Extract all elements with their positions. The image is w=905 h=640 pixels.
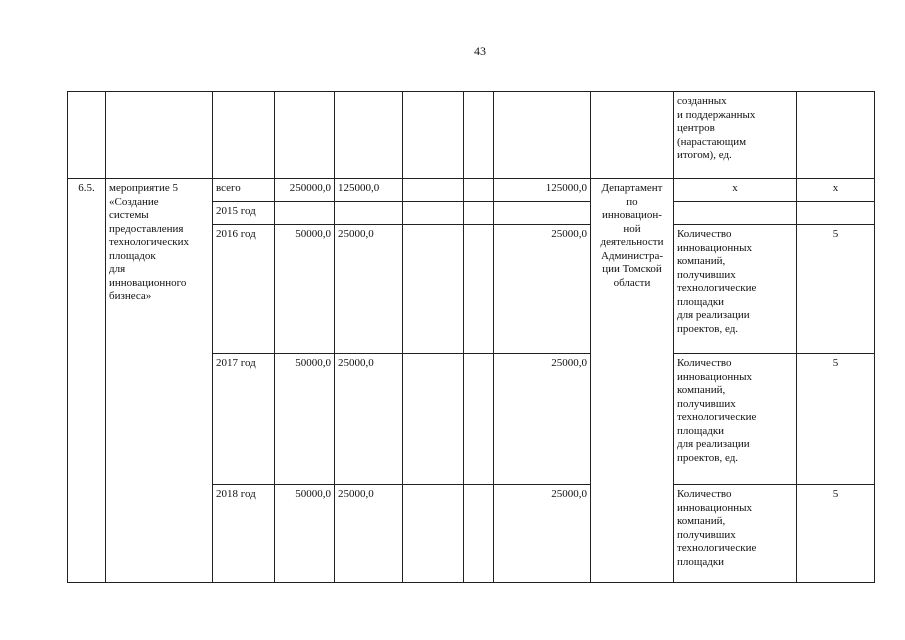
item-name: мероприятие 5 «Создание системы предоставления технологических площадок для инновационного бизнеса» bbox=[106, 179, 213, 583]
cell-empty bbox=[403, 485, 464, 583]
federal-cell bbox=[335, 202, 403, 225]
total-cell: 50000,0 bbox=[275, 354, 335, 485]
period-cell: 2015 год bbox=[213, 202, 275, 225]
program-table bbox=[67, 91, 875, 583]
cell-empty bbox=[464, 354, 494, 485]
period-cell: 2017 год bbox=[213, 354, 275, 485]
indicator-cell: Количество инновационных компаний, получивших технологические площадки для реализации проектов, ед. bbox=[674, 354, 797, 485]
indicator-cell bbox=[674, 202, 797, 225]
item-number: 6.5. bbox=[68, 179, 106, 583]
total-cell: 50000,0 bbox=[275, 225, 335, 354]
federal-cell: 25000,0 bbox=[335, 354, 403, 485]
cell-empty bbox=[213, 92, 275, 179]
cell-empty bbox=[464, 92, 494, 179]
period-cell: всего bbox=[213, 179, 275, 202]
regional-cell: 25000,0 bbox=[494, 225, 591, 354]
indicator-cell: Количество инновационных компаний, получивших технологические площадки bbox=[674, 485, 797, 583]
value-cell: х bbox=[797, 179, 875, 202]
cell-empty bbox=[403, 202, 464, 225]
indicator-cell: х bbox=[674, 179, 797, 202]
value-cell: 5 bbox=[797, 354, 875, 485]
cell-empty bbox=[591, 92, 674, 179]
cell-empty bbox=[403, 179, 464, 202]
cell-empty bbox=[68, 92, 106, 179]
total-cell: 250000,0 bbox=[275, 179, 335, 202]
total-cell bbox=[275, 202, 335, 225]
federal-cell: 125000,0 bbox=[335, 179, 403, 202]
executor-cell: Департамент по инновацион- ной деятельности Администра- ции Томской области bbox=[591, 179, 674, 583]
cell-empty bbox=[797, 92, 875, 179]
regional-cell: 25000,0 bbox=[494, 485, 591, 583]
value-cell bbox=[797, 202, 875, 225]
page-number: 43 bbox=[474, 44, 486, 58]
cell-empty bbox=[464, 225, 494, 354]
total-cell: 50000,0 bbox=[275, 485, 335, 583]
cell-empty bbox=[106, 92, 213, 179]
table-row bbox=[68, 179, 875, 202]
cell-empty bbox=[494, 92, 591, 179]
cell-empty bbox=[403, 354, 464, 485]
indicator-cell: Количество инновационных компаний, получивших технологические площадки для реализации проектов, ед. bbox=[674, 225, 797, 354]
cell-empty bbox=[275, 92, 335, 179]
cell-empty bbox=[464, 485, 494, 583]
period-cell: 2016 год bbox=[213, 225, 275, 354]
cell-empty bbox=[403, 225, 464, 354]
federal-cell: 25000,0 bbox=[335, 485, 403, 583]
federal-cell: 25000,0 bbox=[335, 225, 403, 354]
value-cell: 5 bbox=[797, 225, 875, 354]
table-row-continuation bbox=[68, 92, 875, 179]
cell-empty bbox=[403, 92, 464, 179]
cell-empty bbox=[464, 202, 494, 225]
regional-cell: 25000,0 bbox=[494, 354, 591, 485]
value-cell: 5 bbox=[797, 485, 875, 583]
cell-empty bbox=[464, 179, 494, 202]
indicator-cell: созданных и поддержанных центров (нарастающим итогом), ед. bbox=[674, 92, 797, 179]
period-cell: 2018 год bbox=[213, 485, 275, 583]
regional-cell bbox=[494, 202, 591, 225]
regional-cell: 125000,0 bbox=[494, 179, 591, 202]
cell-empty bbox=[335, 92, 403, 179]
